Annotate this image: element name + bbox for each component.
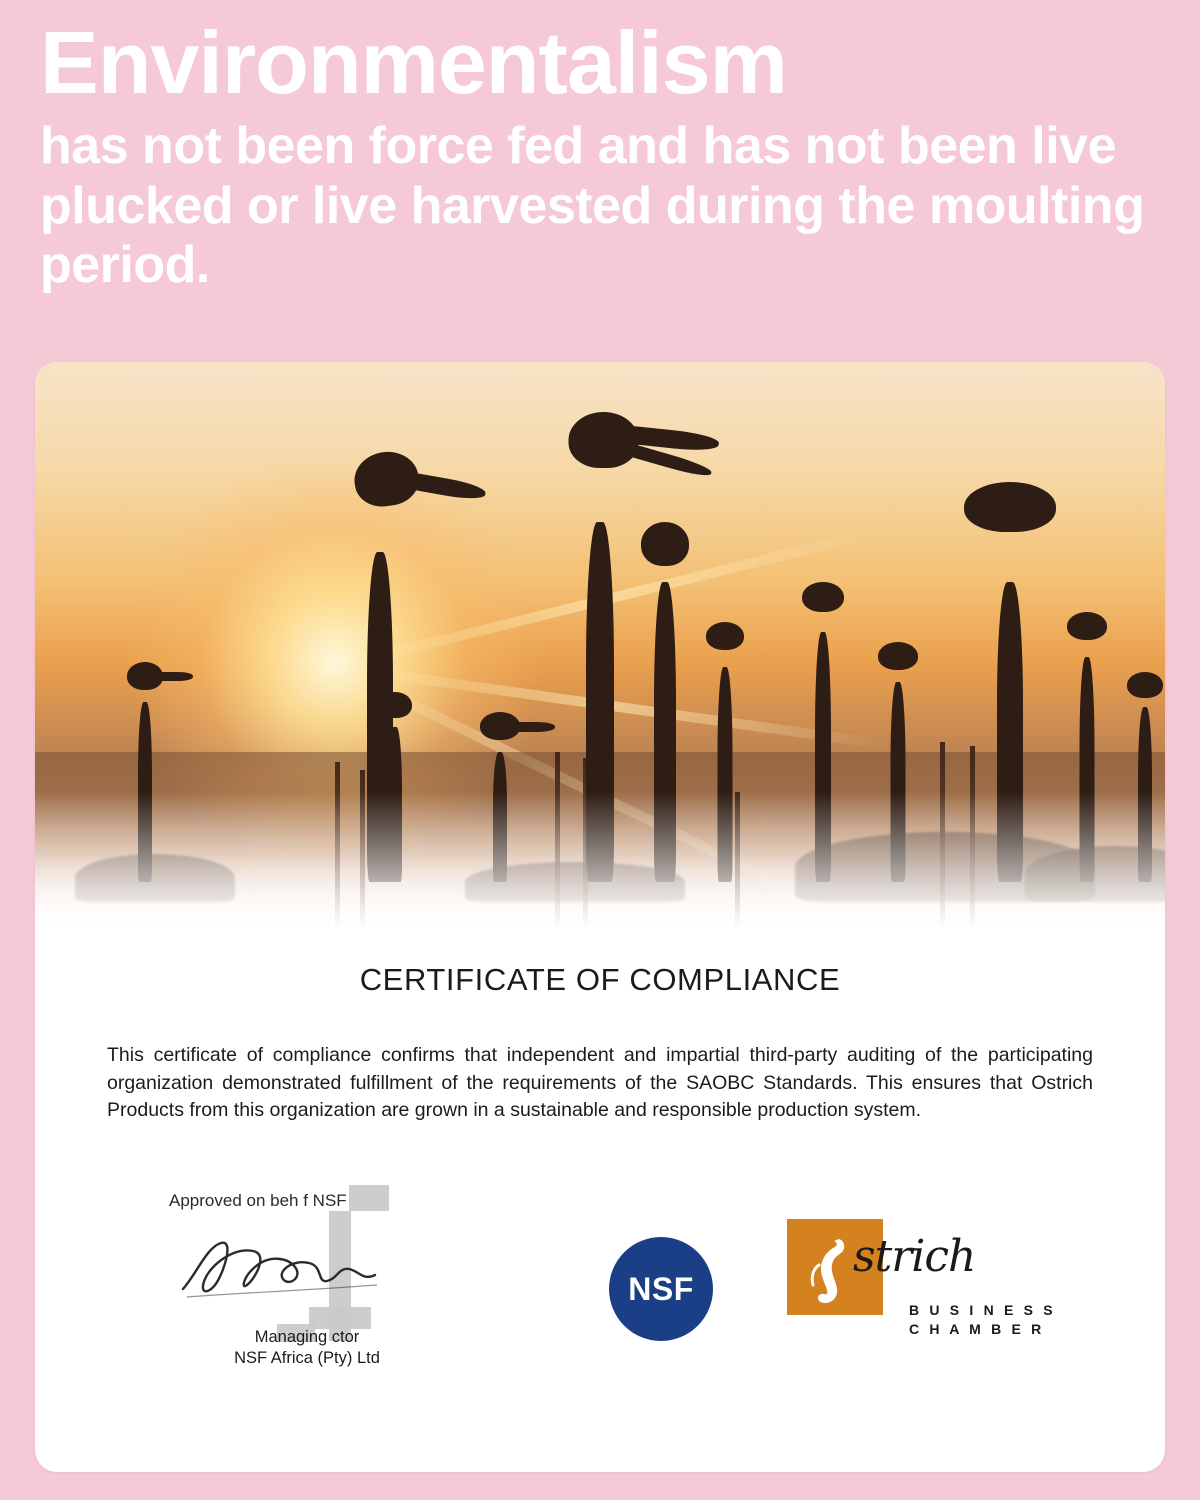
obc-subtext [909,1301,1056,1338]
signature-icon [177,1227,407,1307]
nsf-logo-text: NSF [628,1270,694,1307]
signatory-block [192,1327,422,1369]
obc-subtext-line2: C H A M B E R [909,1320,1045,1337]
signature-area [97,1191,1103,1421]
certificate-card [35,362,1165,1472]
certificate-body [35,942,1165,1421]
obc-subtext-line1: B U S I N E S S [909,1302,1056,1319]
headline-block [0,0,1200,295]
page-title: Environmentalism [40,13,787,112]
ostrich-photo [35,362,1165,942]
photo-fade [35,792,1165,942]
certificate-paragraph: This certificate of compliance confirms that independent and impartial third-party auditing of the participating organization demonstrated fulfillment of the requirements of the SAOBC Standards. This ensures that Ostrich Products from this organization are grown in a sustainable and responsible production system. [107,1044,1093,1122]
certificate-title: CERTIFICATE OF COMPLIANCE [359,962,841,997]
ostrich-business-chamber-logo [787,1213,1057,1363]
nsf-logo [609,1237,713,1341]
signatory-title: Managing ctor [254,1328,360,1347]
approved-label: Approved on beh f NSF [169,1191,347,1211]
redaction-block [349,1185,389,1211]
obc-wordmark: strich [853,1231,976,1283]
page-subtitle: has not been force fed and has not been live plucked or live harvested during the moulting period. [40,117,1145,294]
signatory-company: NSF Africa (Pty) Ltd [234,1349,380,1368]
redaction-block [309,1307,371,1329]
